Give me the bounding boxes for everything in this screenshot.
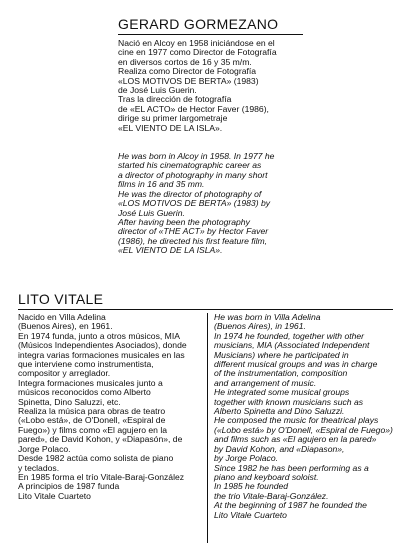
lito-title-block: [18, 291, 393, 314]
gerard-name: GERARD GORMEZANO: [118, 16, 279, 32]
lito-name: LITO VITALE: [18, 291, 104, 307]
lito-bio-spanish-col: [18, 313, 202, 501]
gerard-section: [118, 16, 303, 256]
lito-bio-english-col: [214, 313, 400, 520]
gerard-bio-english: He was born in Alcoy in 1958. In 1977 he started his cinematographic career as a director of photography in many short films in 16 and 35 mm. He was the director of photography of «LOS MOTIVOS DE BERTA» (1983) by José Luis Guerin. After having been the photography director of «THE ACT» by Hector Faver (1986), he directed his first feature film, «EL VIENTO DE LA ISLA».: [118, 151, 275, 256]
lito-bio-english: He was born in Villa Adelina (Buenos Aires), in 1961. In 1974 he founded, together with other musicians, MIA (Associated Independent Musicians) where he participated in different musical groups and was in charge of the instrumentation, composition and arrangement of music. He integrated some musical groups together with known musicians such as Alberto Spinetta and Dino Saluzzi. He composed the music for theatrical plays («Lobo está» by O'Donell, «Espiral de Fuego») and films such as «El agujero en la pared» by David Kohon, and «Diapason», by Jorge Polaco. Since 1982 he has been performing as a piano and keyboard soloist. In 1985 he founded the trio Vitale-Baraj-González. At the beginning of 1987 he founded the Lito Vitale Cuarteto: [214, 312, 393, 520]
gerard-bio-spanish: Nació en Alcoy en 1958 iniciándose en el cine en 1977 como Director de Fotografía en diversos cortos de 16 y 35 m/m. Realiza como Director de Fotografía «LOS MOTIVOS DE BERTA» (1983) de José Luis Guerin. Tras la dirección de fotografía de «EL ACTO» de Hector Faver (1986), dirige su primer largometraje «EL VIENTO DE LA ISLA».: [118, 38, 277, 133]
gerard-title-rule: [118, 34, 303, 35]
lito-bio-spanish: Nacido en Villa Adelina (Buenos Aires), en 1961. En 1974 funda, junto a otros músicos, MIA (Músicos Independientes Asociados), donde integra varias formaciones musicales en las que interviene como instrumentista, compositor y arreglador. Integra formaciones musicales junto a músicos reconocidos como Alberto Spinetta, Dino Saluzzi, etc. Realiza la música para obras de teatro («Lobo está», de O'Donell, «Espiral de Fuego») y films como «El agujero en la pared», de David Kohon, y «Diapasón», de Jorge Polaco. Desde 1982 actúa como solista de piano y teclados. En 1985 forma el trío Vitale-Baraj-González A principios de 1987 funda Lito Vitale Cuarteto: [18, 312, 187, 501]
lito-title-rule: [18, 309, 393, 310]
column-divider: [207, 313, 208, 543]
